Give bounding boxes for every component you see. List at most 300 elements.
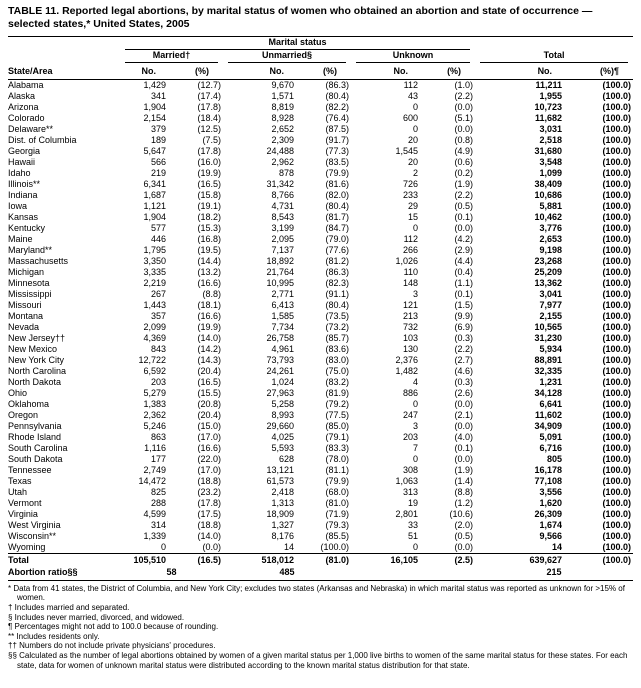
count-cell: 600 (402, 112, 418, 123)
count-cell: 863 (150, 431, 166, 442)
state-name: Vermont (8, 497, 42, 508)
state-name: Massachusetts (8, 255, 69, 266)
percent-cell: (83.3) (325, 442, 349, 453)
column-group-header-row (8, 50, 633, 63)
count-cell: 2,801 (395, 508, 418, 519)
unmarried-label: Unmarried§ (228, 50, 346, 63)
state-name: Michigan (8, 266, 45, 277)
table-row (8, 113, 633, 124)
table-row (8, 278, 633, 289)
count-cell: 1,383 (143, 398, 166, 409)
state-name: Oklahoma (8, 398, 50, 409)
percent-cell: (1.4) (454, 475, 474, 486)
percent-cell: (16.6) (197, 442, 221, 453)
percent-cell: (91.7) (325, 134, 349, 145)
state-name: Georgia (8, 145, 41, 156)
percent-cell: (100.0) (602, 321, 632, 332)
count-cell: 32,335 (534, 365, 563, 376)
abortion-table (8, 36, 633, 581)
count-cell: 308 (402, 464, 418, 475)
percent-cell: (100.0) (602, 475, 632, 486)
count-cell: 43 (407, 90, 418, 101)
percent-cell: (100.0) (602, 442, 632, 453)
table-row (8, 102, 633, 113)
percent-cell: (0.8) (454, 134, 474, 145)
percent-cell: (83.0) (325, 354, 349, 365)
table-row (8, 487, 633, 498)
state-name: Idaho (8, 167, 31, 178)
count-cell: 1,429 (143, 79, 166, 90)
count-cell: 1,121 (143, 200, 166, 211)
count-cell: 1,026 (395, 255, 418, 266)
count-cell: 8,766 (271, 189, 294, 200)
percent-cell: (0.0) (454, 398, 474, 409)
state-name: Tennessee (8, 464, 52, 475)
count-cell: 2,749 (143, 464, 166, 475)
table-row (8, 146, 633, 157)
table-row (8, 124, 633, 135)
count-cell: 73,793 (266, 354, 294, 365)
state-name: Montana (8, 310, 44, 321)
count-cell: 103 (402, 332, 418, 343)
state-name: New Mexico (8, 343, 58, 354)
table-row (8, 223, 633, 234)
percent-cell: (2.2) (454, 189, 474, 200)
percent-cell: (100.0) (602, 453, 632, 464)
count-cell: 24,261 (266, 365, 294, 376)
table-row (8, 454, 633, 465)
footnote: § Includes never married, divorced, and widowed. (8, 612, 185, 622)
percent-cell: (17.8) (197, 101, 221, 112)
count-cell: 219 (150, 167, 166, 178)
count-cell: 1,327 (271, 519, 294, 530)
percent-cell: (100.0) (602, 288, 632, 299)
table-row (8, 432, 633, 443)
count-cell: 29,660 (266, 420, 294, 431)
footnote: §§ Calculated as the number of legal abortions obtained by women of a given marital status per 1,000 live births to women of the same marital status for these states. For each state, data for women of unknown marital status were distributed according to the known marital status distribution for that state. (8, 650, 628, 670)
table-title: TABLE 11. Reported legal abortions, by marital status of women who obtained an abortion and state of occurrence — selected states,* United States, 2005 (8, 5, 593, 31)
percent-cell: (84.7) (325, 222, 349, 233)
table-row (8, 344, 633, 355)
percent-cell: (8.8) (454, 486, 474, 497)
percent-cell: (85.5) (325, 530, 349, 541)
count-cell: 577 (150, 222, 166, 233)
count-cell: 5,593 (271, 442, 294, 453)
count-cell: 3 (412, 288, 418, 299)
count-cell: 247 (402, 409, 418, 420)
unknown-pct-header: (%) (420, 63, 475, 79)
percent-cell: (0.0) (454, 420, 474, 431)
count-cell: 203 (150, 376, 166, 387)
state-name: Dist. of Columbia (8, 134, 77, 145)
percent-cell: (10.6) (449, 508, 474, 519)
count-cell: 825 (150, 486, 166, 497)
state-name: Colorado (8, 112, 45, 123)
footnote: ** Includes residents only. (8, 631, 100, 641)
count-cell: 15 (407, 211, 418, 222)
percent-cell: (0.1) (454, 211, 474, 222)
table-row (8, 179, 633, 190)
count-cell: 77,108 (534, 475, 563, 486)
percent-cell: (16.5) (197, 178, 221, 189)
count-cell: 2,309 (271, 134, 294, 145)
percent-cell: (1.9) (454, 178, 474, 189)
count-cell: 61,573 (266, 475, 294, 486)
count-cell: 11,682 (535, 112, 563, 123)
percent-cell: (85.7) (325, 332, 349, 343)
state-name: Texas (8, 475, 32, 486)
percent-cell: (2.2) (454, 343, 474, 354)
percent-cell: (100.0) (602, 541, 632, 552)
percent-cell: (14.2) (197, 343, 221, 354)
count-cell: 2,653 (539, 233, 563, 244)
state-name: Rhode Island (8, 431, 62, 442)
state-name: Maryland** (8, 244, 53, 255)
percent-cell: (100.0) (320, 541, 349, 552)
percent-cell: (17.5) (197, 508, 221, 519)
percent-cell: (7.5) (202, 134, 221, 145)
percent-cell: (16.5) (197, 376, 221, 387)
count-cell: 2,518 (539, 134, 563, 145)
count-cell: 0 (412, 222, 418, 233)
percent-cell: (100.0) (602, 90, 632, 101)
state-name: Kansas (8, 211, 39, 222)
table-row (8, 300, 633, 311)
percent-cell: (77.6) (325, 244, 349, 255)
count-cell: 1,443 (143, 299, 166, 310)
count-cell: 38,409 (534, 178, 563, 189)
percent-cell: (83.2) (325, 376, 349, 387)
count-cell: 732 (402, 321, 418, 332)
percent-cell: (100.0) (602, 211, 632, 222)
percent-cell: (18.8) (197, 519, 221, 530)
state-name: Hawaii (8, 156, 36, 167)
count-cell: 21,764 (266, 266, 294, 277)
count-cell: 6,592 (143, 365, 166, 376)
count-cell: 2,376 (395, 354, 418, 365)
percent-cell: (100.0) (602, 365, 632, 376)
state-name: Ohio (8, 387, 28, 398)
count-cell: 1,482 (395, 365, 418, 376)
percent-cell: (15.3) (197, 222, 221, 233)
spacer-cell (8, 50, 120, 63)
marital-status-group-header (120, 37, 475, 51)
total-group-header (475, 50, 633, 63)
count-cell: 88,891 (534, 354, 563, 365)
count-cell: 2,362 (143, 409, 166, 420)
percent-cell: (1.5) (454, 299, 474, 310)
count-cell: 357 (150, 310, 166, 321)
percent-cell: (14.0) (197, 530, 221, 541)
count-cell: 2,418 (271, 486, 294, 497)
percent-cell: (79.3) (325, 519, 349, 530)
count-cell: 4,025 (271, 431, 294, 442)
percent-cell: (100.0) (602, 332, 632, 343)
percent-cell: (100.0) (564, 553, 633, 566)
percent-cell: (85.0) (325, 420, 349, 431)
count-cell: 34,128 (534, 387, 563, 398)
table-row (8, 421, 633, 432)
table-row (8, 333, 633, 344)
percent-cell: (100.0) (602, 244, 632, 255)
percent-cell: (78.0) (325, 453, 349, 464)
count-cell: 1,024 (271, 376, 294, 387)
table-row (8, 399, 633, 410)
footnote: †† Numbers do not include private physicians' procedures. (8, 641, 216, 651)
percent-cell: (19.1) (197, 200, 221, 211)
count-cell: 1,545 (395, 145, 418, 156)
percent-cell: (100.0) (602, 79, 632, 90)
count-cell: 843 (150, 343, 166, 354)
percent-cell: (1.9) (454, 464, 474, 475)
count-cell: 33 (407, 519, 418, 530)
percent-cell: (0.0) (202, 541, 221, 552)
count-cell: 4,599 (143, 508, 166, 519)
count-cell: 8,543 (271, 211, 294, 222)
footnote: ¶ Percentages might not add to 100.0 because of rounding. (8, 622, 219, 632)
percent-cell: (15.0) (197, 420, 221, 431)
spacer-cell (8, 37, 120, 51)
state-name: West Virginia (8, 519, 61, 530)
count-cell: 3,556 (539, 486, 563, 497)
percent-cell: (100.0) (602, 266, 632, 277)
percent-cell: (100.0) (602, 299, 632, 310)
table-row (8, 476, 633, 487)
state-name: Iowa (8, 200, 28, 211)
percent-cell: (76.4) (325, 112, 349, 123)
ratio-unmarried-value: 485 (223, 566, 351, 580)
percent-cell: (0.0) (454, 541, 474, 552)
count-cell: 313 (402, 486, 418, 497)
percent-cell: (71.9) (325, 508, 349, 519)
count-cell: 628 (278, 453, 294, 464)
count-cell: 31,230 (534, 332, 563, 343)
table-row (8, 311, 633, 322)
count-cell: 31,680 (534, 145, 563, 156)
count-cell: 1,313 (271, 497, 294, 508)
percent-cell: (4.2) (454, 233, 474, 244)
state-name: North Carolina (8, 365, 67, 376)
count-cell: 9,670 (271, 79, 294, 90)
count-cell: 1,687 (143, 189, 166, 200)
percent-cell: (2.7) (454, 354, 474, 365)
count-cell: 1,955 (539, 90, 563, 101)
count-cell: 105,510 (120, 553, 168, 566)
state-name: Delaware** (8, 123, 54, 134)
percent-cell: (80.4) (325, 200, 349, 211)
percent-cell: (17.8) (197, 497, 221, 508)
count-cell: 446 (150, 233, 166, 244)
percent-cell: (81.6) (325, 178, 349, 189)
count-cell: 2 (412, 167, 418, 178)
table-row (8, 168, 633, 179)
count-cell: 31,342 (266, 178, 294, 189)
count-cell: 3,548 (539, 156, 563, 167)
count-cell: 3,350 (143, 255, 166, 266)
count-cell: 34,909 (534, 420, 563, 431)
count-cell: 4,961 (271, 343, 294, 354)
state-name: North Dakota (8, 376, 62, 387)
count-cell: 177 (150, 453, 166, 464)
count-cell: 2,099 (143, 321, 166, 332)
table-row (8, 366, 633, 377)
percent-cell: (4.4) (454, 255, 474, 266)
state-name: Alaska (8, 90, 36, 101)
ratio-married-value: 58 (120, 566, 223, 580)
state-name: Maine (8, 233, 33, 244)
table-row (8, 322, 633, 333)
count-cell: 10,723 (534, 101, 563, 112)
percent-cell: (100.0) (602, 530, 632, 541)
table-row (8, 245, 633, 256)
percent-cell: (100.0) (602, 420, 632, 431)
total-row-label: Total (8, 553, 120, 566)
count-cell: 2,219 (143, 277, 166, 288)
percent-cell: (82.3) (325, 277, 349, 288)
count-cell: 1,620 (539, 497, 563, 508)
percent-cell: (16.5) (168, 553, 223, 566)
percent-cell: (77.5) (325, 409, 349, 420)
percent-cell: (77.3) (325, 145, 349, 156)
count-cell: 4,369 (143, 332, 166, 343)
spacer-cell (475, 37, 633, 51)
percent-cell: (12.7) (197, 79, 221, 90)
count-cell: 5,091 (539, 431, 563, 442)
percent-cell: (20.4) (197, 409, 221, 420)
percent-cell: (18.1) (197, 299, 221, 310)
count-cell: 566 (150, 156, 166, 167)
count-cell: 1,585 (271, 310, 294, 321)
percent-cell: (0.5) (454, 200, 474, 211)
count-cell: 2,154 (143, 112, 166, 123)
count-cell: 1,099 (539, 167, 563, 178)
percent-cell: (81.1) (325, 464, 349, 475)
count-cell: 3,199 (271, 222, 294, 233)
count-cell: 379 (150, 123, 166, 134)
percent-cell: (81.0) (325, 497, 349, 508)
percent-cell: (79.1) (325, 431, 349, 442)
percent-cell: (20.4) (197, 365, 221, 376)
married-group-header (120, 50, 223, 63)
table-body (8, 79, 633, 553)
marital-status-header-row (8, 37, 633, 51)
percent-cell: (1.1) (454, 277, 474, 288)
unmarried-group-header (223, 50, 351, 63)
percent-cell: (87.5) (325, 123, 349, 134)
percent-cell: (14.4) (197, 255, 221, 266)
state-area-header: State/Area (8, 63, 120, 79)
state-name: Mississippi (8, 288, 52, 299)
percent-cell: (0.0) (454, 123, 474, 134)
percent-cell: (75.0) (325, 365, 349, 376)
percent-cell: (83.6) (325, 343, 349, 354)
unknown-label: Unknown (356, 50, 470, 63)
table-row (8, 289, 633, 300)
state-name: Missouri (8, 299, 42, 310)
percent-cell: (86.3) (325, 79, 349, 90)
table-row (8, 410, 633, 421)
count-cell: 213 (402, 310, 418, 321)
percent-cell: (83.5) (325, 156, 349, 167)
table-row (8, 520, 633, 531)
footnote: † Includes married and separated. (8, 602, 130, 612)
count-cell: 7 (412, 442, 418, 453)
percent-cell: (5.1) (454, 112, 474, 123)
table-row (8, 157, 633, 168)
count-cell: 3,031 (539, 123, 563, 134)
count-cell: 267 (150, 288, 166, 299)
percent-cell: (23.2) (197, 486, 221, 497)
count-cell: 7,734 (271, 321, 294, 332)
count-cell: 7,977 (539, 299, 563, 310)
count-cell: 12,722 (138, 354, 166, 365)
percent-cell: (20.8) (197, 398, 221, 409)
count-cell: 6,641 (539, 398, 563, 409)
percent-cell: (0.5) (454, 530, 474, 541)
count-cell: 518,012 (223, 553, 296, 566)
state-name: New York City (8, 354, 65, 365)
ratio-unknown-value (351, 566, 475, 580)
count-cell: 0 (412, 453, 418, 464)
percent-cell: (14.3) (197, 354, 221, 365)
count-cell: 5,279 (143, 387, 166, 398)
sub-header-row (8, 63, 633, 79)
percent-cell: (100.0) (602, 112, 632, 123)
count-cell: 5,246 (143, 420, 166, 431)
count-cell: 4 (412, 376, 418, 387)
count-cell: 14,472 (138, 475, 166, 486)
state-name: Virginia (8, 508, 38, 519)
married-pct-header: (%) (168, 63, 223, 79)
count-cell: 10,565 (534, 321, 563, 332)
married-no-header: No. (120, 63, 168, 79)
percent-cell: (81.7) (325, 211, 349, 222)
percent-cell: (2.1) (454, 409, 474, 420)
count-cell: 9,198 (539, 244, 563, 255)
percent-cell: (0.0) (454, 101, 474, 112)
count-cell: 10,995 (266, 277, 294, 288)
table-row (8, 498, 633, 509)
count-cell: 8,928 (271, 112, 294, 123)
percent-cell: (12.5) (197, 123, 221, 134)
table-row (8, 388, 633, 399)
unmarried-no-header: No. (223, 63, 296, 79)
count-cell: 3,041 (539, 288, 563, 299)
table-row (8, 377, 633, 388)
percent-cell: (100.0) (602, 464, 632, 475)
percent-cell: (100.0) (602, 508, 632, 519)
abortion-ratio-row (8, 566, 633, 580)
percent-cell: (100.0) (602, 134, 632, 145)
count-cell: 1,904 (143, 101, 166, 112)
percent-cell: (100.0) (602, 277, 632, 288)
married-label: Married† (125, 50, 218, 63)
count-cell: 26,309 (534, 508, 563, 519)
count-cell: 8,819 (271, 101, 294, 112)
table-row (8, 542, 633, 554)
percent-cell: (0.4) (454, 266, 474, 277)
count-cell: 233 (402, 189, 418, 200)
count-cell: 29 (407, 200, 418, 211)
count-cell: 0 (412, 541, 418, 552)
count-cell: 6,341 (143, 178, 166, 189)
count-cell: 13,362 (534, 277, 563, 288)
percent-cell: (18.8) (197, 475, 221, 486)
count-cell: 23,268 (534, 255, 563, 266)
state-name: Wisconsin** (8, 530, 57, 541)
percent-cell: (0.3) (454, 332, 474, 343)
percent-cell: (82.0) (325, 189, 349, 200)
